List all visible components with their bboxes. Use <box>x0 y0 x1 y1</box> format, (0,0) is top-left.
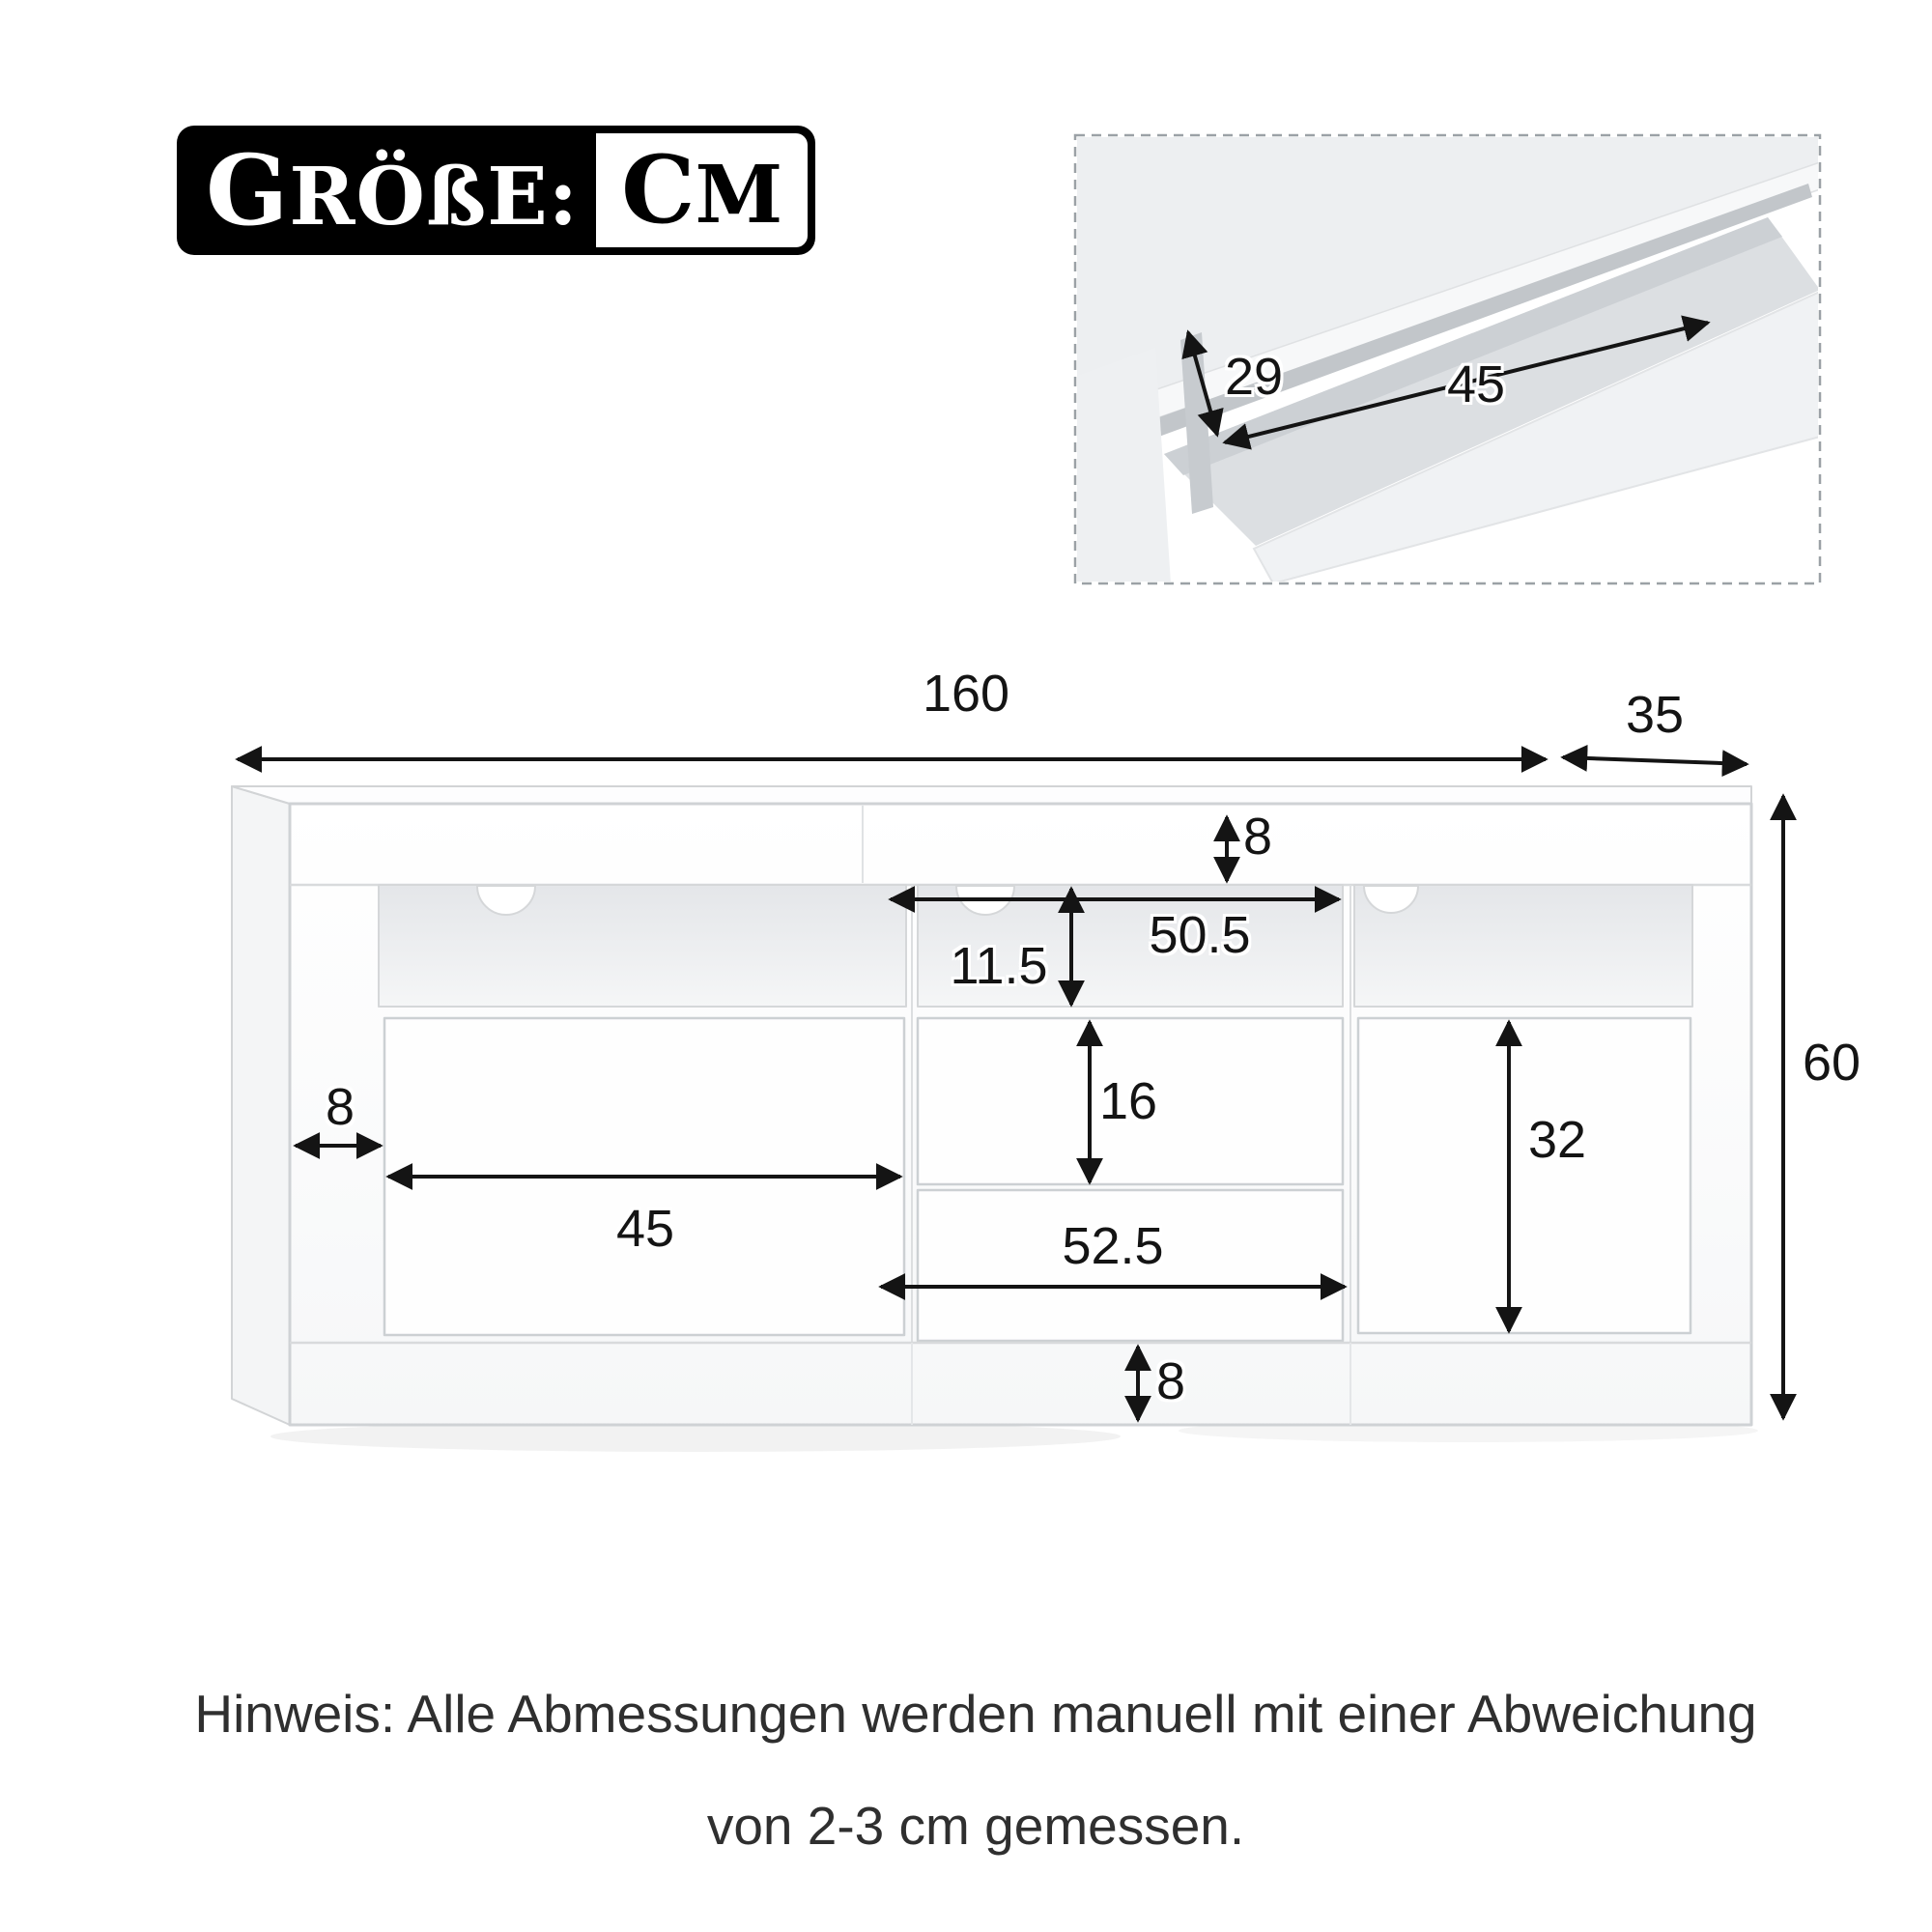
dim-label-middle-width: 52.5 <box>1062 1217 1164 1275</box>
dim-arrow-depth <box>1563 757 1747 764</box>
dim-label-drawer-front-height: 16 <box>1098 1072 1158 1130</box>
dim-label-shelf-height: 11.5 <box>950 937 1048 995</box>
dim-label-left-door-width: 45 <box>615 1200 675 1258</box>
shelf-niche-left <box>379 885 906 1007</box>
dim-label-drawer-width: 45 <box>1446 355 1506 413</box>
right-door <box>1358 1018 1690 1333</box>
note-line-1: Hinweis: Alle Abmessungen werden manuell mit einer Abweichung <box>194 1684 1757 1744</box>
cabinet-top-panel <box>232 786 1751 804</box>
dim-label-depth: 35 <box>1625 686 1685 744</box>
dim-label-right-door-height: 32 <box>1527 1111 1587 1169</box>
note-line-2: von 2-3 cm gemessen. <box>706 1796 1245 1856</box>
cabinet-illustration <box>232 786 1751 1425</box>
inset-cabinet-side <box>1075 348 1171 583</box>
dim-label-shelf-width: 50.5 <box>1149 906 1251 964</box>
size-badge-label: GRÖßE: <box>206 133 580 247</box>
dim-label-total-width: 160 <box>922 665 1010 723</box>
dim-label-top-panel: 8 <box>1242 808 1273 866</box>
dim-label-drawer-height: 29 <box>1224 348 1284 406</box>
size-badge <box>177 126 815 255</box>
dim-label-base-height: 8 <box>1155 1352 1186 1410</box>
dim-label-total-height: 60 <box>1802 1034 1861 1092</box>
dim-label-side-frame: 8 <box>325 1078 355 1136</box>
size-badge-unit: CM <box>596 133 808 247</box>
cabinet-side-panel <box>232 786 290 1425</box>
